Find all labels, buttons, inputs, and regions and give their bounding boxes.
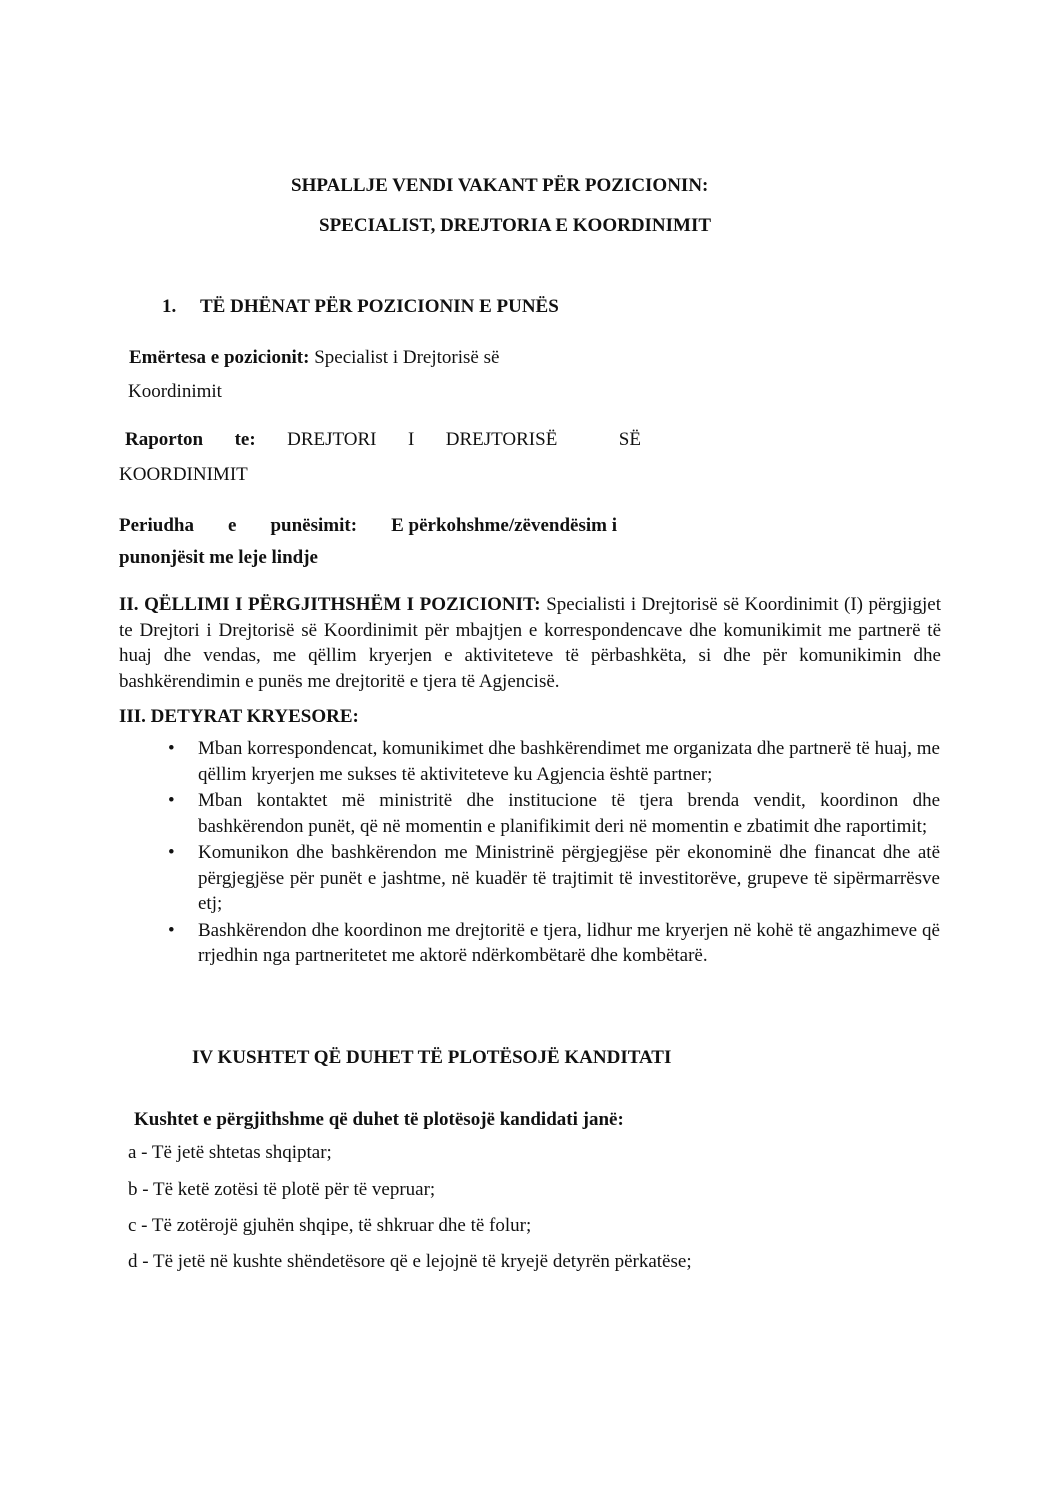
position-label: Emërtesa e pozicionit:	[129, 347, 310, 368]
position-value: Specialist i Drejtorisë së	[314, 347, 500, 368]
bullet-icon: •	[168, 842, 175, 863]
condition-d: d - Të jetë në kushte shëndetësore që e lejojnë të kryejë detyrën përkatëse;	[128, 1251, 692, 1272]
section4-subtitle: Kushtet e përgjithshme që duhet të plotësojë kandidati janë:	[134, 1109, 624, 1130]
section1-title: TË DHËNAT PËR POZICIONIN E PUNËS	[200, 296, 559, 317]
bullet-icon: •	[168, 790, 175, 811]
reports-value-word2: I	[407, 429, 415, 450]
reports-value-word4: SË	[618, 429, 641, 450]
reports-value-continued: KOORDINIMIT	[119, 464, 248, 485]
section4-title: IV KUSHTET QË DUHET TË PLOTËSOJË KANDITATI	[192, 1047, 672, 1068]
condition-a: a - Të jetë shtetas shqiptar;	[128, 1142, 332, 1163]
condition-b: b - Të ketë zotësi të plotë për të vepruar;	[128, 1179, 436, 1200]
period-word4: E përkohshme/zëvendësim i	[391, 515, 617, 536]
section2-title: II. QËLLIMI I PËRGJITHSHËM I POZICIONIT:	[119, 594, 541, 615]
section3-title: III. DETYRAT KRYESORE:	[119, 706, 359, 727]
section2-text: Specialisti i Drejtorisë së Koordinimit (I) përgjigjet te Drejtori i Drejtorisë së Koordinimit për mbajtjen e korrespondencave dhe komunikimit me partnerë të huaj dhe vendas, me qëllim kryerjen e aktiviteteve të përbashkëta, si dhe për komunikimin dhe bashkërendimin e punës me drejtoritë e tjera të Agjencisë.	[119, 594, 942, 692]
announcement-title: SHPALLJE VENDI VAKANT PËR POZICIONIN:	[291, 175, 709, 196]
period-line	[119, 514, 617, 538]
period-continued: punonjësit me leje lindje	[119, 547, 318, 568]
bullet-icon: •	[168, 919, 175, 941]
announcement-subtitle: SPECIALIST, DREJTORIA E KOORDINIMIT	[319, 215, 712, 236]
position-line	[129, 346, 499, 370]
condition-c: c - Të zotërojë gjuhën shqipe, të shkruar dhe të folur;	[128, 1215, 532, 1236]
reports-line	[125, 428, 641, 452]
bullet-icon: •	[168, 738, 175, 759]
reports-label-word1: Raporton	[125, 429, 204, 450]
position-value-continued: Koordinimit	[128, 381, 222, 402]
period-word3: punësimit:	[270, 515, 358, 536]
duties-list	[158, 736, 940, 970]
section1-number: 1.	[162, 296, 177, 317]
reports-label-word2: te:	[234, 429, 256, 450]
list-item: • Mban kontaktet më ministritë dhe institucione të tjera brenda vendit, koordinon dhe bashkërendon punët, që në momentin e planifikimit deri në momentin e zbatimit dhe raportimit;	[168, 790, 940, 837]
list-item: • Komunikon dhe bashkërendon me Ministrinë përgjegjëse për ekonominë dhe financat dhe atë përgjegjëse për punët e jashtme, në kuadër të trajtimit të investitorëve, grupeve të sipërmarrësve etj;	[168, 842, 940, 914]
period-word2: e	[228, 515, 237, 536]
period-word1: Periudha	[119, 515, 194, 536]
list-item: • Mban korrespondencat, komunikimet dhe bashkërendimet me organizata dhe partnerë të huaj, me qëllim kryerjen me sukses të aktiviteteve ku Agjencia është partner;	[168, 738, 940, 785]
reports-value-word1: DREJTORI	[287, 429, 377, 450]
section2-paragraph	[119, 592, 941, 694]
reports-value-word3: DREJTORISË	[445, 429, 558, 450]
list-item: • Bashkërendon dhe koordinon me drejtoritë e tjera, lidhur me kryerjen në kohë të angazhimeve që rrjedhin nga partneritetet me aktorë ndërkombëtarë dhe kombëtarë.	[168, 919, 940, 966]
